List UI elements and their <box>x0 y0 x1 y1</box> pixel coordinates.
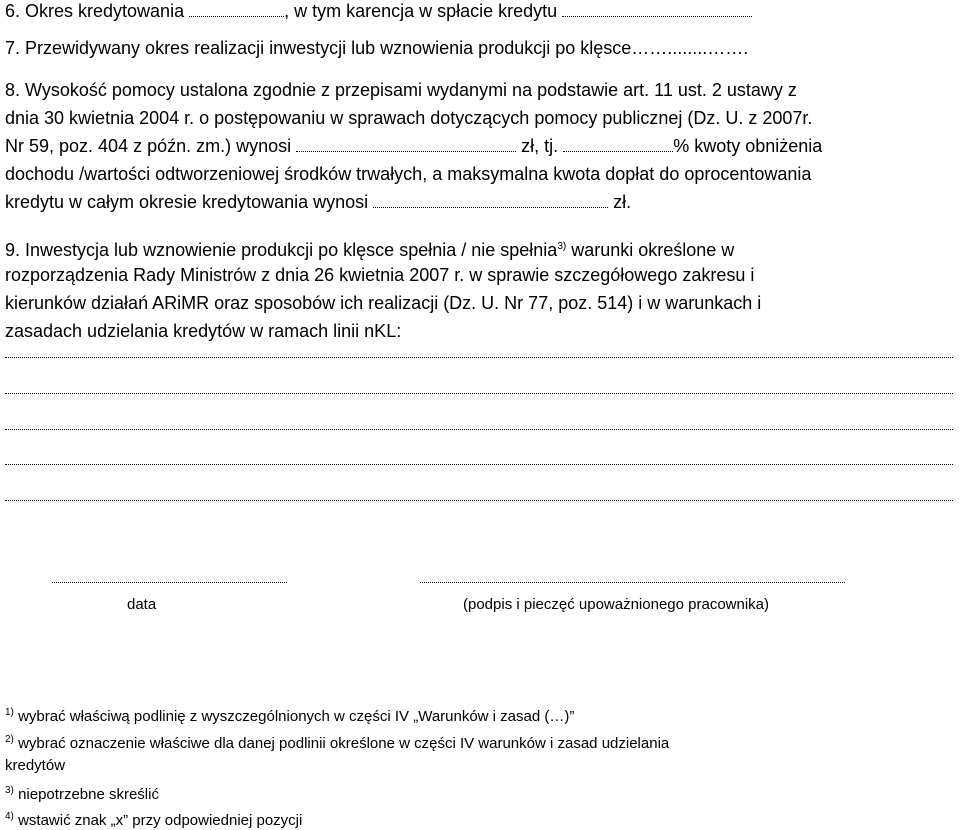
footnote-mark: 4) <box>5 811 14 822</box>
section-7-line <box>5 37 748 59</box>
section-8-line-5-b: zł. <box>613 192 632 212</box>
section-8-line-3-c: % kwoty obniżenia <box>673 136 823 156</box>
section-6-line <box>5 0 752 22</box>
footnote-2 <box>5 731 669 753</box>
section-8-line-3-b: zł, tj. <box>521 136 559 156</box>
signature-label: (podpis i pieczęć upoważnionego pracownika) <box>463 596 770 613</box>
section-9-line-3: kierunków działań ARiMR oraz sposobów ich realizacji (Dz. U. Nr 77, poz. 514) i w warunkach i <box>5 293 762 313</box>
section-6-prefix: 6. Okres kredytowania <box>5 1 185 21</box>
footnote-2-cont <box>5 757 65 775</box>
section-7-text: 7. Przewidywany okres realizacji inwestycji lub wznowienia produkcji po klęsce……........……. <box>5 38 749 58</box>
section-8-line-4: dochodu /wartości odtworzeniowej środków trwałych, a maksymalna kwota dopłat do oprocentowania <box>5 164 812 184</box>
footnote-ref-3: 3) <box>557 241 567 252</box>
footnote-4 <box>5 808 302 830</box>
footnote-text: wybrać oznaczenie właściwe dla danej podlinii określone w części IV warunków i zasad udzielania <box>13 735 670 752</box>
section-6-middle: , w tym karencja w spłacie kredytu <box>284 1 558 21</box>
footnote-1 <box>5 704 574 726</box>
description-line[interactable] <box>5 393 953 394</box>
footnote-mark: 3) <box>5 785 14 796</box>
section-8-line-2: dnia 30 kwietnia 2004 r. o postępowaniu w sprawach dotyczących pomocy publicznej (Dz. U. z 2007r. <box>5 108 813 128</box>
aid-percent-field[interactable] <box>563 137 673 152</box>
section-9-line-1-a: 9. Inwestycja lub wznowienie produkcji po klęsce spełnia / nie spełnia <box>5 240 558 260</box>
date-field[interactable] <box>52 582 287 583</box>
description-line[interactable] <box>5 357 953 358</box>
section-8-line-3-a: Nr 59, poz. 404 z późn. zm.) wynosi <box>5 136 292 156</box>
footnote-text: wybrać właściwą podlinię z wyszczególnionych w części IV „Warunków i zasad (…)” <box>13 708 575 725</box>
section-9-line-1 <box>5 236 734 261</box>
footnote-3 <box>5 782 159 804</box>
aid-amount-field[interactable] <box>296 137 516 152</box>
grace-period-field[interactable] <box>562 2 752 17</box>
section-9-line-4: zasadach udzielania kredytów w ramach linii nKL: <box>5 321 402 341</box>
section-8-line-1: 8. Wysokość pomocy ustalona zgodnie z przepisami wydanymi na podstawie art. 11 ust. 2 ustawy z <box>5 80 797 100</box>
footnote-text: kredytów <box>5 757 66 774</box>
loan-period-field[interactable] <box>189 2 284 17</box>
section-9-line-2: rozporządzenia Rady Ministrów z dnia 26 kwietnia 2007 r. w sprawie szczegółowego zakresu i <box>5 265 755 285</box>
section-8-line-3 <box>5 135 822 157</box>
section-9-line-1-b: warunki określone w <box>566 240 735 260</box>
description-line[interactable] <box>5 429 953 430</box>
date-label: data <box>127 596 157 613</box>
description-line[interactable] <box>5 464 953 465</box>
section-8-line-5 <box>5 191 631 213</box>
signature-field[interactable] <box>420 582 845 583</box>
footnote-text: niepotrzebne skreślić <box>13 786 159 803</box>
footnote-mark: 1) <box>5 707 14 718</box>
footnote-text: wstawić znak „x” przy odpowiedniej pozycji <box>13 812 303 829</box>
description-line[interactable] <box>5 500 953 501</box>
footnote-mark: 2) <box>5 734 14 745</box>
max-subsidy-field[interactable] <box>373 193 608 208</box>
section-8-line-5-a: kredytu w całym okresie kredytowania wynosi <box>5 192 369 212</box>
